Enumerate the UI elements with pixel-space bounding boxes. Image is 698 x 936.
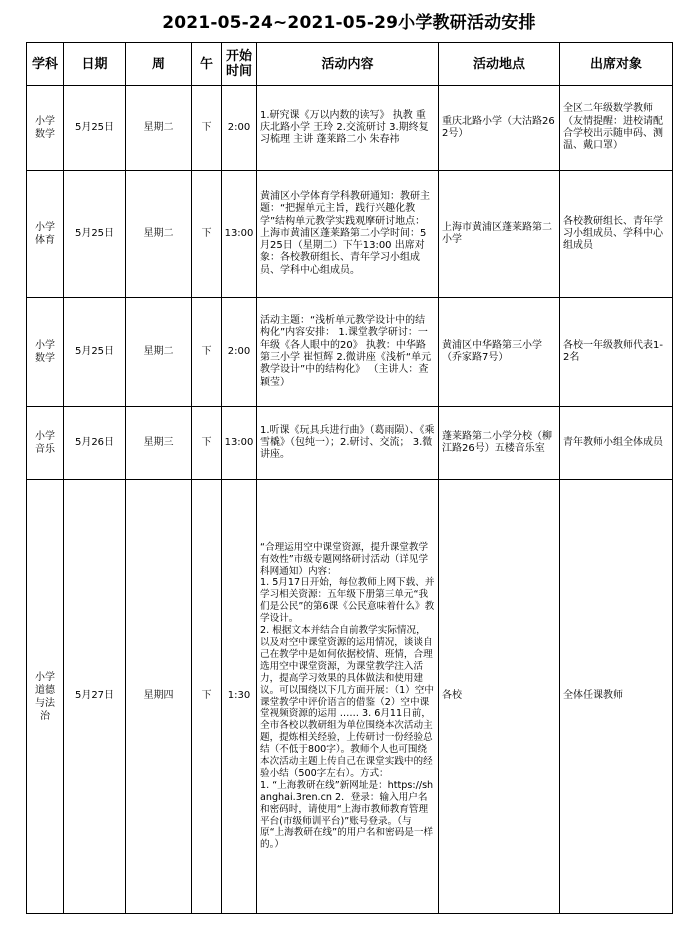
table-row	[27, 298, 673, 407]
row-content: 黄浦区小学体育学科教研通知：教研主题：“把握单元主旨，践行兴趣化教学”结构单元教学实践观摩研讨地点：上海市黄浦区蓬莱路第二小学时间：5月25日（星期二）下午13:00 出席对象：各校教研组长、青年学习小组成员、学科中心组成员。	[257, 171, 439, 298]
row-time: 13:00	[222, 407, 257, 480]
header-start-time: 开始 时间	[222, 43, 257, 86]
table-row	[27, 86, 673, 171]
table-row	[27, 480, 673, 914]
header-content: 活动内容	[257, 43, 439, 86]
row-date: 5月25日	[64, 171, 126, 298]
row-subject: 小学 数学	[27, 86, 64, 171]
header-location: 活动地点	[439, 43, 560, 86]
row-weekday: 星期三	[126, 407, 192, 480]
row-date: 5月25日	[64, 86, 126, 171]
header-period: 午	[192, 43, 222, 86]
row-weekday: 星期二	[126, 86, 192, 171]
header-date: 日期	[64, 43, 126, 86]
row-weekday: 星期二	[126, 171, 192, 298]
table-header-row	[27, 43, 673, 86]
row-location: 各校	[439, 480, 560, 914]
row-time: 13:00	[222, 171, 257, 298]
row-attendees: 青年教师小组全体成员	[560, 407, 673, 480]
header-weekday: 周	[126, 43, 192, 86]
row-date: 5月26日	[64, 407, 126, 480]
row-attendees: 全体任课教师	[560, 480, 673, 914]
row-location: 蓬莱路第二小学分校（柳江路26号）五楼音乐室	[439, 407, 560, 480]
row-content: “合理运用空中课堂资源，提升课堂教学有效性”市级专题网络研讨活动（详见学科网通知）内容： 1. 5月17日开始，每位教师上网下载、并学习相关资源：五年级下册第三单元“我们是公民”的第6课《公民意味着什么》教学设计。 2. 根据文本并结合自前教学实际情况，以及对空中课堂资源的运用情况，谈谈自己在教学中是如何依据校情、班情，合理选用空中课堂资源，为课堂教学注入活力，提高学习效果的具体做法和使用建议。可以围绕以下几方面开展：（1）空中课堂教学中评价语言的借鉴（2）空中课堂视频资源的运用 …… 3. 6月11日前，全市各校以教研组为单位围绕本次活动主题，提炼相关经验，上传研讨一份经验总结（不低于800字）。教师个人也可围绕本次活动主题上传自己在课堂实践中的经验小结（500字左右）。方式： 1. “上海教研在线”新网址是：https://shanghai.3ren.cn 2．登录：输入用户名和密码时，请使用“上海市教师教育管理平台(市级师训平台)”账号登录。（与原“上海教研在线”的用户名和密码是一样的。）	[257, 480, 439, 914]
header-subject: 学科	[27, 43, 64, 86]
row-period: 下	[192, 480, 222, 914]
row-content: 1.研究课《万以内数的读写》 执教 重庆北路小学 王玲 2.交流研讨 3.期终复习梳理 主讲 蓬莱路二小 朱春祎	[257, 86, 439, 171]
schedule-table	[26, 42, 673, 914]
row-content: 活动主题：“浅析单元教学设计中的结构化”内容安排： 1.课堂教学研讨：一年级《各人眼中的20》 执教：中华路第三小学 崔恒辉 2.微讲座《浅析“单元教学设计”中的结构化》 （主讲人：查颖莹）	[257, 298, 439, 407]
row-attendees: 全区二年级数学教师（友情提醒：进校请配合学校出示随申码、测温、戴口罩）	[560, 86, 673, 171]
row-attendees: 各校教研组长、青年学习小组成员、学科中心组成员	[560, 171, 673, 298]
row-time: 1:30	[222, 480, 257, 914]
row-weekday: 星期二	[126, 298, 192, 407]
row-date: 5月27日	[64, 480, 126, 914]
row-weekday: 星期四	[126, 480, 192, 914]
row-period: 下	[192, 407, 222, 480]
row-subject: 小学 道德 与法 治	[27, 480, 64, 914]
row-subject: 小学 体育	[27, 171, 64, 298]
page-title: 2021-05-24~2021-05-29小学教研活动安排	[162, 13, 536, 33]
row-period: 下	[192, 298, 222, 407]
row-time: 2:00	[222, 86, 257, 171]
row-subject: 小学 音乐	[27, 407, 64, 480]
row-location: 重庆北路小学（大沽路262号）	[439, 86, 560, 171]
row-date: 5月25日	[64, 298, 126, 407]
row-period: 下	[192, 171, 222, 298]
row-location: 上海市黄浦区蓬莱路第二小学	[439, 171, 560, 298]
table-row	[27, 171, 673, 298]
row-period: 下	[192, 86, 222, 171]
row-location: 黄浦区中华路第三小学（乔家路7号）	[439, 298, 560, 407]
row-subject: 小学 数学	[27, 298, 64, 407]
row-content: 1.听课《玩具兵进行曲》（葛雨陨）、《乘雪橇》（包纯一）；2.研讨、交流； 3.微讲座。	[257, 407, 439, 480]
table-row	[27, 407, 673, 480]
header-attendees: 出席对象	[560, 43, 673, 86]
row-time: 2:00	[222, 298, 257, 407]
row-attendees: 各校一年级教师代表1-2名	[560, 298, 673, 407]
